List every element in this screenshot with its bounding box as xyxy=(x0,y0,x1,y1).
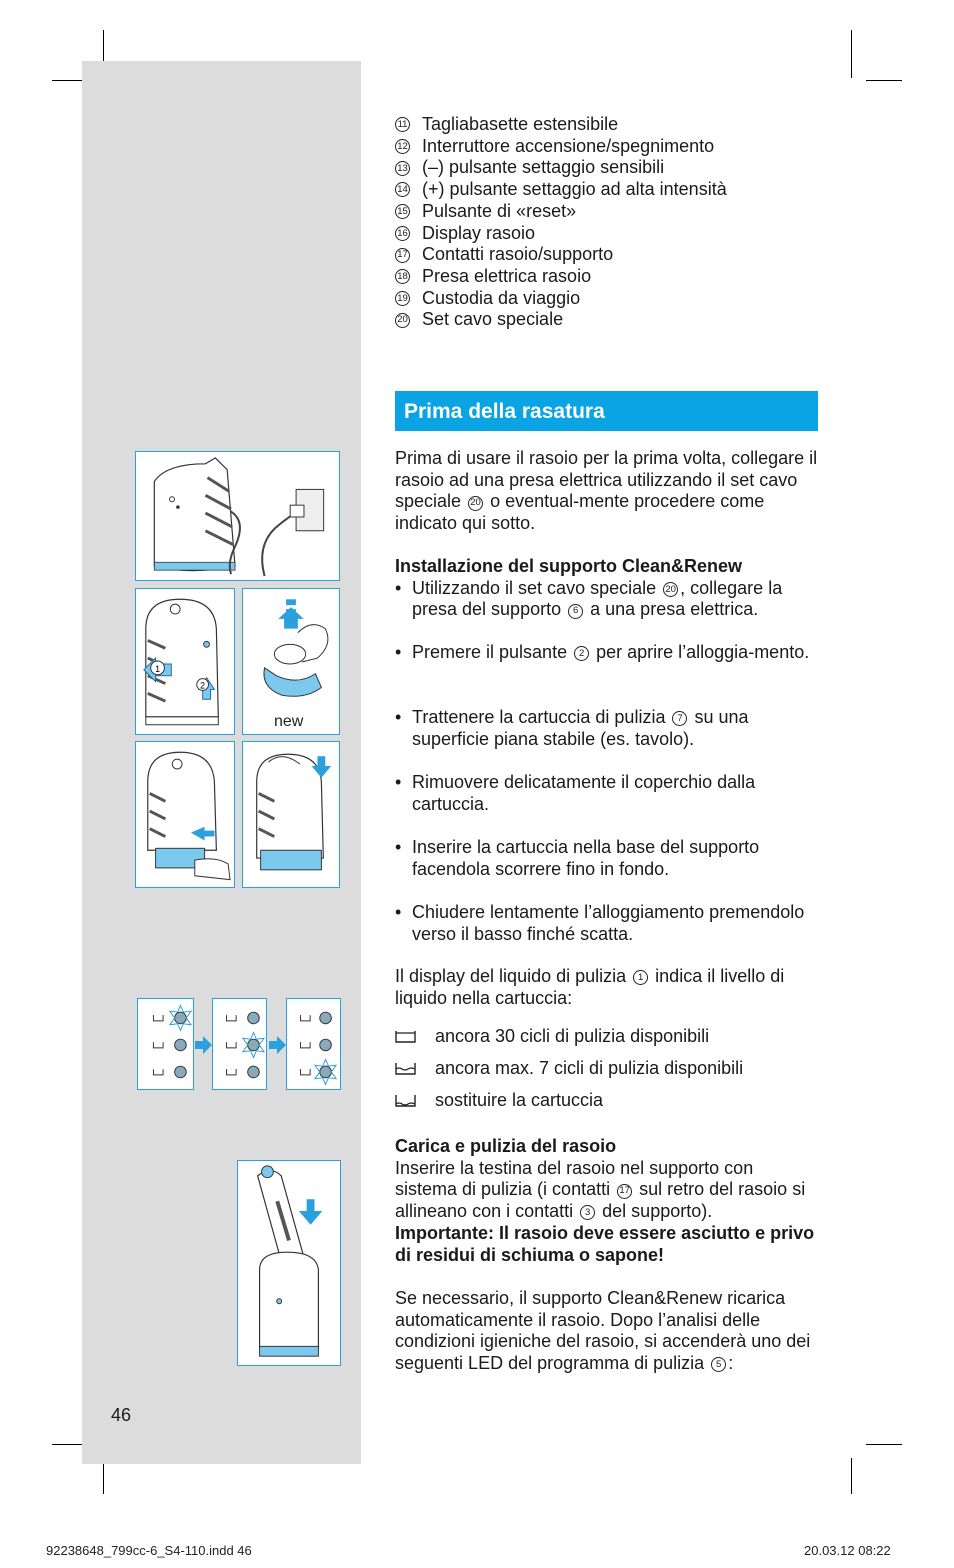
legend-item xyxy=(395,244,727,266)
step-text: per aprire l’alloggia-mento. xyxy=(596,642,810,662)
crop-mark xyxy=(866,1444,902,1445)
new-label: new xyxy=(274,713,304,730)
item-number: 20 xyxy=(395,313,410,328)
level-item xyxy=(395,1085,820,1117)
figure-open-station xyxy=(135,588,235,735)
step-text: Inserire la cartuccia nella base del supporto facendola scorrere fino in fondo. xyxy=(412,837,760,879)
install-step-6: • Chiudere lentamente l’alloggiamento premendolo verso il basso finché scatta. xyxy=(395,902,805,944)
intro-text: o eventual-mente procedere come indicato qui sotto. xyxy=(395,491,765,534)
parts-legend xyxy=(395,114,727,331)
display-paragraph xyxy=(395,966,820,1009)
item-number: 18 xyxy=(395,269,410,284)
ref-number: 2 xyxy=(574,646,589,661)
step-text: , collegare la presa del supporto xyxy=(412,577,783,620)
tank-empty-icon xyxy=(395,1094,416,1108)
step-text: Premere il pulsante xyxy=(412,642,568,662)
display-text: indica il livello di liquido nella cartuccia: xyxy=(395,966,785,1008)
charge-text: del supporto). xyxy=(602,1201,713,1222)
item-number: 13 xyxy=(395,161,410,176)
charge-section xyxy=(395,1136,820,1266)
footer-file: 92238648_799cc-6_S4-110.indd 46 xyxy=(46,1543,252,1558)
legend-item xyxy=(395,309,727,331)
item-number: 19 xyxy=(395,291,410,306)
legend-item-text: Display rasoio xyxy=(422,222,536,243)
legend-item xyxy=(395,157,727,179)
install-step-3: • Trattenere la cartuccia di pulizia 7 su una superficie piana stabile (es. tavolo). xyxy=(395,707,749,749)
figure-led-sequence-3 xyxy=(286,998,341,1090)
legend-item-text: (+) pulsante settaggio ad alta intensità xyxy=(422,179,727,200)
legend-item-text: Set cavo speciale xyxy=(422,309,564,330)
charge-paragraph-2 xyxy=(395,1288,820,1375)
arrow-right-icon xyxy=(269,1036,286,1054)
intro-paragraph xyxy=(395,448,820,535)
important-note: Importante: Il rasoio deve essere asciutto e privo di residui di schiuma o sapone! xyxy=(395,1222,815,1265)
level-item xyxy=(395,1021,820,1053)
figure-led-sequence-1 xyxy=(137,998,194,1090)
intro-text: Prima di usare il rasoio per la prima volta, collegare il rasoio ad una presa elettrica utilizzando il set cavo speciale xyxy=(395,448,818,512)
legend-item xyxy=(395,223,727,245)
legend-item xyxy=(395,114,727,136)
step-2-label: 2 xyxy=(200,680,206,691)
ref-number: 6 xyxy=(568,604,583,619)
charge-text: sul retro del rasoio si allineano con i contatti xyxy=(395,1179,806,1222)
step-text: Trattenere la cartuccia di pulizia xyxy=(412,707,666,727)
step-text: su una superficie piana stabile (es. tavolo). xyxy=(412,707,749,749)
ref-number: 20 xyxy=(663,582,678,597)
step-text: Utilizzando il set cavo speciale xyxy=(412,577,657,598)
legend-item xyxy=(395,201,727,223)
figure-insert-cartridge xyxy=(135,741,235,888)
tank-full-icon xyxy=(395,1030,416,1044)
legend-item xyxy=(395,136,727,158)
level-text: ancora max. 7 cicli di pulizia disponibili xyxy=(435,1058,744,1079)
figure-shaver-in-station xyxy=(237,1160,341,1366)
legend-item xyxy=(395,288,727,310)
item-number: 16 xyxy=(395,226,410,241)
level-list xyxy=(395,1021,820,1117)
display-text: Il display del liquido di pulizia xyxy=(395,966,627,986)
crop-mark xyxy=(866,80,902,81)
charge-text: : xyxy=(728,1353,734,1374)
step-1-label: 1 xyxy=(155,663,161,674)
install-step-5: • Inserire la cartuccia nella base del supporto facendola scorrere fino in fondo. xyxy=(395,837,760,879)
charge-heading: Carica e pulizia del rasoio xyxy=(395,1136,617,1156)
ref-number: 1 xyxy=(633,970,648,985)
legend-item-text: Presa elettrica rasoio xyxy=(422,265,592,286)
level-item xyxy=(395,1053,820,1085)
figure-station-power-cord xyxy=(135,451,340,581)
item-number: 11 xyxy=(395,117,410,132)
section-title: Prima della rasatura xyxy=(395,391,818,431)
ref-number: 3 xyxy=(580,1205,595,1220)
footer-date: 20.03.12 08:22 xyxy=(804,1543,891,1558)
install-section xyxy=(395,556,820,621)
install-heading: Installazione del supporto Clean&Renew xyxy=(395,556,743,576)
legend-item-text: Pulsante di «reset» xyxy=(422,200,577,221)
install-step-2: • Premere il pulsante 2 per aprire l’alloggia-mento. xyxy=(395,642,810,662)
tank-low-icon xyxy=(395,1062,416,1076)
figure-close-housing xyxy=(242,741,340,888)
ref-number: 17 xyxy=(617,1184,632,1199)
step-text: Rimuovere delicatamente il coperchio dalla cartuccia. xyxy=(412,772,756,814)
charge-text: Inserire la testina del rasoio nel supporto con sistema di pulizia (i contatti xyxy=(395,1157,754,1200)
legend-item-text: Tagliabasette estensibile xyxy=(422,114,619,134)
install-step-4: • Rimuovere delicatamente il coperchio dalla cartuccia. xyxy=(395,772,756,814)
item-number: 17 xyxy=(395,248,410,263)
legend-item xyxy=(395,266,727,288)
item-number: 15 xyxy=(395,204,410,219)
ref-number: 5 xyxy=(711,1357,726,1372)
ref-number: 20 xyxy=(468,496,483,511)
install-step: • Utilizzando il set cavo speciale 20 , collegare la presa del supporto 6 a una presa elettrica. xyxy=(395,577,783,620)
legend-item-text: Interruttore accensione/spegnimento xyxy=(422,135,715,156)
crop-mark xyxy=(851,1458,852,1494)
page-number: 46 xyxy=(111,1405,132,1425)
charge-text: Se necessario, il supporto Clean&Renew ricarica automaticamente il rasoio. Dopo l’analisi delle condizioni igieniche del rasoio, si accenderà uno dei seguenti LED del programma di pulizia xyxy=(395,1288,811,1374)
legend-item xyxy=(395,179,727,201)
item-number: 12 xyxy=(395,139,410,154)
legend-item-text: Custodia da viaggio xyxy=(422,287,581,308)
item-number: 14 xyxy=(395,182,410,197)
figure-led-sequence-2 xyxy=(212,998,267,1090)
arrow-right-icon xyxy=(195,1036,212,1054)
step-text: a una presa elettrica. xyxy=(590,599,759,620)
legend-item-text: (–) pulsante settaggio sensibili xyxy=(422,157,665,178)
ref-number: 7 xyxy=(672,711,687,726)
step-text: Chiudere lentamente l’alloggiamento premendolo verso il basso finché scatta. xyxy=(412,902,805,944)
level-text: sostituire la cartuccia xyxy=(435,1090,604,1111)
crop-mark xyxy=(851,30,852,78)
level-text: ancora 30 cicli di pulizia disponibili xyxy=(435,1026,710,1047)
legend-item-text: Contatti rasoio/supporto xyxy=(422,244,614,265)
